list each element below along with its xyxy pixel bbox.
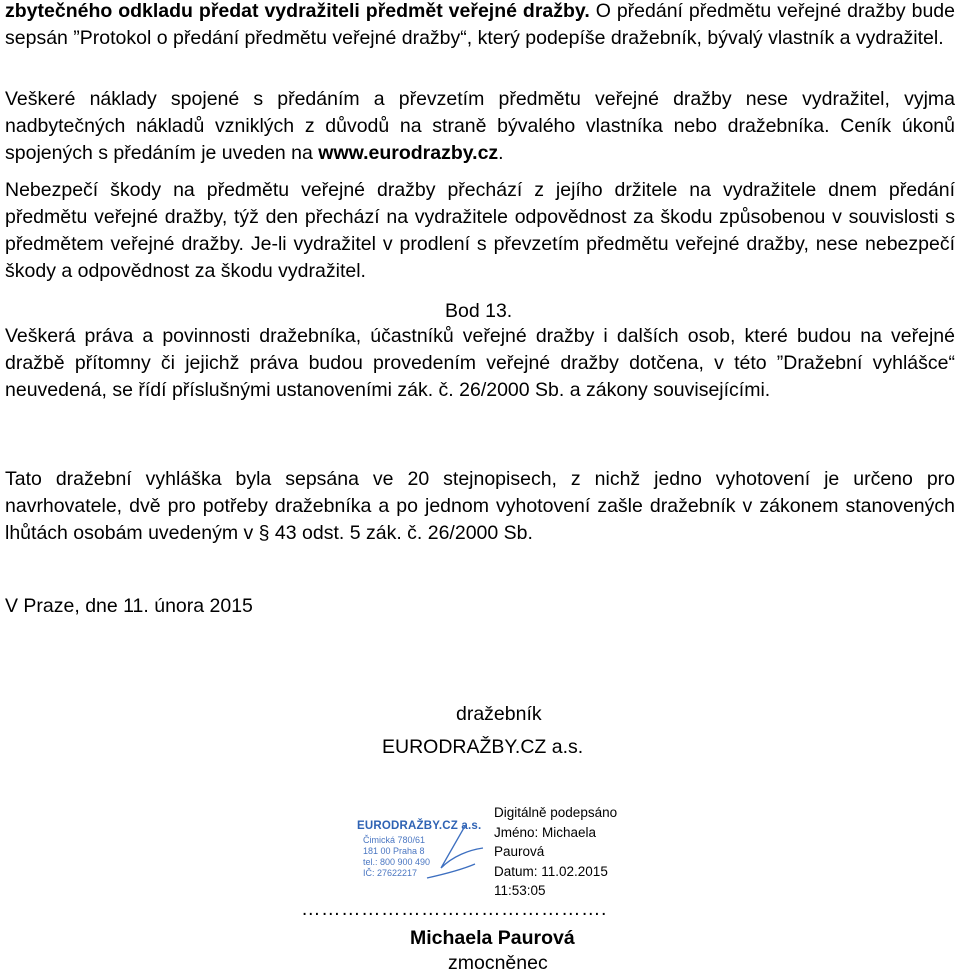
company-name: EURODRAŽBY.CZ a.s. [382, 736, 584, 758]
place-date: V Praze, dne 11. února 2015 [5, 595, 253, 617]
section-heading-bod-13: Bod 13. [445, 300, 513, 322]
digsig-line-2: Jméno: Michaela [494, 824, 597, 840]
stamp-id: IČ: 27622217 [363, 868, 418, 878]
paragraph-handover-text: O předání předmětu veřejné dražby bude sepsán ”Protokol o předání předmětu veřejné dražby“, který podepíše dražebník, bývalý vlastník a vydražitel. [5, 0, 955, 49]
stamp-address: Čimická 780/61 [363, 835, 426, 845]
paragraph-costs-text: Veškeré náklady spojené s předáním a převzetím předmětu veřejné dražby nese vydražitel, vyjma nadbytečných nákladů vzniklých z důvodů na straně bývalého vlastníka nebo dražebníka. Ceník úkonů spojených s předáním je uveden na [5, 88, 955, 164]
signer-role: zmocněnec [448, 952, 548, 974]
paragraph-risk: Nebezpečí škody na předmětu veřejné dražby přechází z jejího držitele na vydražitele dnem předání předmětu veřejné dražby, týž den přechází na vydražitele odpovědnost za škodu způsobenou v souvislosti s předmětem veřejné dražby. Je-li vydražitel v prodlení s převzetím předmětu veřejné dražby, nese nebezpečí škody a odpovědnost za škodu vydražitel. [5, 179, 955, 282]
paragraph-handover [5, 0, 955, 52]
auctioneer-label: dražebník [456, 703, 542, 725]
digsig-line-5: 11:53:05 [494, 883, 546, 898]
website-link[interactable]: www.eurodrazby.cz [318, 142, 499, 164]
digsig-line-1: Digitálně podepsáno [494, 805, 618, 820]
paragraph-costs-end: . [498, 142, 504, 164]
paragraph-rights: Veškerá práva a povinnosti dražebníka, účastníků veřejné dražby i dalších osob, které budou na veřejné dražbě přítomny či jejichž práva budou provedením veřejné dražby dotčena, v této ”Dražební vyhlášce“ neuvedená, se řídí příslušnými ustanoveními zák. č. 26/2000 Sb. a zákony souvisejícími. [5, 325, 955, 401]
signature-line: ………………………………………. [301, 898, 607, 920]
digsig-line-3: Paurová [494, 844, 545, 859]
signer-name: Michaela Paurová [410, 927, 575, 949]
stamp-city: 181 00 Praha 8 [363, 846, 425, 856]
paragraph-costs [5, 86, 955, 167]
paragraph-copies: Tato dražební vyhláška byla sepsána ve 20 stejnopisech, z nichž jedno vyhotovení je určeno pro navrhovatele, dvě pro potřeby dražebníka a po jednom vyhotovení zašle dražebník v zákonem stanovených lhůtách osobám uvedeným v § 43 odst. 5 zák. č. 26/2000 Sb. [5, 468, 955, 544]
company-stamp [357, 820, 489, 876]
digsig-line-4: Datum: 11.02.2015 [494, 863, 608, 879]
stamp-phone: tel.: 800 900 490 [363, 857, 431, 867]
digital-signature-info [494, 803, 644, 901]
paragraph-handover-bold: zbytečného odkladu předat vydražiteli předmět veřejné dražby. [5, 0, 590, 22]
stamp-title: EURODRAŽBY.CZ a.s. [357, 820, 482, 832]
handwritten-signature-icon [357, 820, 489, 884]
